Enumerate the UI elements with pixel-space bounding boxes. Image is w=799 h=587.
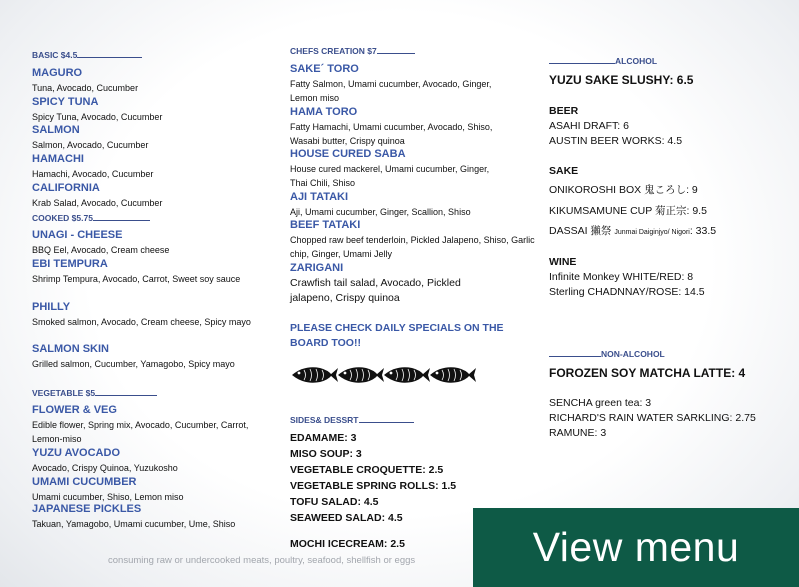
item-desc: Salmon, Avocado, Cucumber bbox=[32, 140, 149, 150]
featured-drink: FOROZEN SOY MATCHA LATTE: 4 bbox=[549, 366, 746, 380]
specials-note: PLEASE CHECK DAILY SPECIALS ON THE BOARD TOO!! bbox=[290, 322, 504, 349]
item-name: YUZU AVOCADO bbox=[32, 447, 120, 459]
item-name: MAGURO bbox=[32, 67, 83, 79]
dessert-item: MOCHI ICECREAM: 2.5 bbox=[290, 538, 405, 550]
item-desc: Takuan, Yamagobo, Umami cucumber, Ume, Shiso bbox=[32, 519, 236, 529]
fish-decoration bbox=[290, 364, 476, 386]
side-item: VEGETABLE CROQUETTE: 2.5 bbox=[290, 464, 444, 476]
item-name: HOUSE CURED SABA bbox=[290, 148, 406, 160]
item-name: AJI TATAKI bbox=[290, 191, 349, 203]
item-name: HAMA TORO bbox=[290, 106, 358, 118]
section-header-non-alcohol: NON-ALCOHOL bbox=[549, 349, 665, 359]
item-name: JAPANESE PICKLES bbox=[32, 503, 142, 515]
sake-heading: SAKE bbox=[549, 165, 579, 177]
item-desc: Fatty Hamachi, Umami cucumber, Avocado, Shiso, Wasabi butter, Crispy quinoa bbox=[290, 122, 493, 146]
disclaimer-footer: consuming raw or undercooked meats, poultry, seafood, shellfish or eggs bbox=[108, 555, 416, 566]
sake-item: ONIKOROSHI BOX 鬼ころし: 9 bbox=[549, 184, 698, 196]
item-desc: Grilled salmon, Cucumber, Yamagobo, Spicy mayo bbox=[32, 359, 235, 369]
view-menu-button[interactable]: View menu bbox=[473, 508, 799, 587]
item-desc: Shrimp Tempura, Avocado, Carrot, Sweet soy sauce bbox=[32, 274, 241, 284]
item-desc: Tuna, Avocado, Cucumber bbox=[32, 83, 139, 93]
section-header-chefs-creation: CHEFS CREATION $7 bbox=[290, 46, 415, 56]
item-desc: House cured mackerel, Umami cucumber, Ginger, Thai Chili, Shiso bbox=[290, 164, 490, 188]
item-name: UNAGI - CHEESE bbox=[32, 229, 123, 241]
fish-icon bbox=[290, 364, 476, 386]
item-name: SALMON bbox=[32, 124, 80, 136]
non-alcohol-item: SENCHA green tea: 3 bbox=[549, 397, 652, 409]
beer-heading: BEER bbox=[549, 105, 579, 117]
section-header-vegetable: VEGETABLE $5 bbox=[32, 388, 157, 398]
wine-item: Infinite Monkey WHITE/RED: 8 bbox=[549, 271, 694, 283]
item-name: SPICY TUNA bbox=[32, 96, 99, 108]
section-header-alcohol: ALCOHOL bbox=[549, 56, 657, 66]
item-name: BEEF TATAKI bbox=[290, 219, 361, 231]
non-alcohol-item: RICHARD'S RAIN WATER SARKLING: 2.75 bbox=[549, 412, 756, 424]
item-desc: Smoked salmon, Avocado, Cream cheese, Spicy mayo bbox=[32, 317, 251, 327]
item-desc: Hamachi, Avocado, Cucumber bbox=[32, 169, 154, 179]
featured-drink: YUZU SAKE SLUSHY: 6.5 bbox=[549, 73, 694, 87]
section-header-basic: BASIC $4.5 bbox=[32, 50, 142, 60]
beer-item: ASAHI DRAFT: 6 bbox=[549, 120, 629, 132]
item-desc: Spicy Tuna, Avocado, Cucumber bbox=[32, 112, 163, 122]
item-name: HAMACHI bbox=[32, 153, 84, 165]
item-name: UMAMI CUCUMBER bbox=[32, 476, 137, 488]
side-item: MISO SOUP: 3 bbox=[290, 448, 362, 460]
item-desc: BBQ Eel, Avocado, Cream cheese bbox=[32, 245, 170, 255]
item-desc: Umami cucumber, Shiso, Lemon miso bbox=[32, 492, 184, 502]
item-desc: Fatty Salmon, Umami cucumber, Avocado, Ginger, Lemon miso bbox=[290, 79, 492, 103]
beer-item: AUSTIN BEER WORKS: 4.5 bbox=[549, 135, 683, 147]
sake-item: DASSAI 獺祭 Junmai Daiginjyo/ Nigori: 33.5 bbox=[549, 225, 717, 237]
side-item: SEAWEED SALAD: 4.5 bbox=[290, 512, 403, 524]
item-name: ZARIGANI bbox=[290, 262, 344, 274]
section-header-cooked: COOKED $5.75 bbox=[32, 213, 150, 223]
item-desc: Aji, Umami cucumber, Ginger, Scallion, Shiso bbox=[290, 207, 471, 217]
item-name: SALMON SKIN bbox=[32, 343, 109, 355]
wine-heading: WINE bbox=[549, 256, 577, 268]
side-item: EDAMAME: 3 bbox=[290, 432, 357, 444]
item-desc: Krab Salad, Avocado, Cucumber bbox=[32, 198, 163, 208]
item-name: FLOWER & VEG bbox=[32, 404, 117, 416]
item-desc: Chopped raw beef tenderloin, Pickled Jalapeno, Shiso, Garlic chip, Ginger, Umami Jelly bbox=[290, 235, 535, 259]
item-name: PHILLY bbox=[32, 301, 71, 313]
item-name: CALIFORNIA bbox=[32, 182, 100, 194]
sake-item: KIKUMSAMUNE CUP 菊正宗: 9.5 bbox=[549, 205, 707, 217]
item-name: SAKE´ TORO bbox=[290, 63, 359, 75]
item-desc: Crawfish tail salad, Avocado, Pickled jalapeno, Crispy quinoa bbox=[290, 277, 461, 304]
non-alcohol-item: RAMUNE: 3 bbox=[549, 427, 607, 439]
section-header-sides: SIDES& DESSRT bbox=[290, 415, 414, 425]
side-item: VEGETABLE SPRING ROLLS: 1.5 bbox=[290, 480, 457, 492]
item-desc: Edible flower, Spring mix, Avocado, Cucumber, Carrot, Lemon-miso bbox=[32, 420, 249, 444]
side-item: TOFU SALAD: 4.5 bbox=[290, 496, 379, 508]
item-desc: Avocado, Crispy Quinoa, Yuzukosho bbox=[32, 463, 178, 473]
item-name: EBI TEMPURA bbox=[32, 258, 108, 270]
wine-item: Sterling CHADNNAY/ROSE: 14.5 bbox=[549, 286, 705, 298]
